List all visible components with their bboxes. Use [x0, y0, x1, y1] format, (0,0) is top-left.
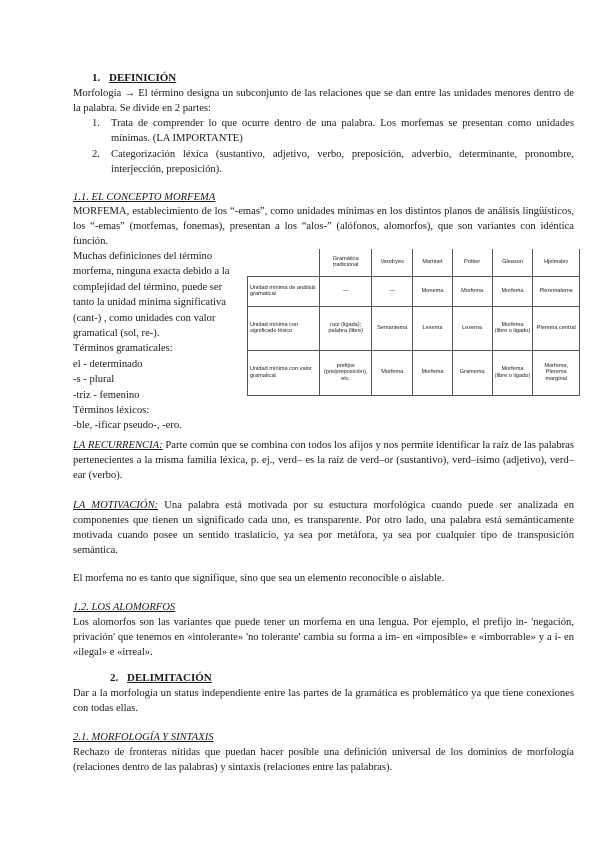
list-item [92, 147, 574, 177]
definition-line: tanto la unidad mínima significativa [73, 297, 226, 309]
section-1-intro [73, 86, 574, 116]
table-row [248, 350, 580, 395]
recurrencia-para [73, 438, 574, 483]
table-cell: Pleremateme [533, 276, 580, 306]
definition-line: el - determinado [73, 358, 143, 370]
intro-text: El término designa un subconjunto de las relaciones que se dan entre las unidades menores dentro de la palabra. Se divide en 2 partes: [73, 88, 574, 114]
subsection-1-1-heading: 1.1. EL CONCEPTO MORFEMA [73, 192, 216, 203]
table-header-row [248, 249, 580, 276]
arrow-icon: → [124, 88, 136, 99]
definition-line: -s - plural [73, 374, 115, 386]
recurrencia-label: LA RECURRENCIA: [73, 440, 163, 451]
table-header: Vendryes [372, 249, 413, 276]
table-cell: Morfema [413, 350, 452, 395]
definition-line: -ble, -ificar pseudo-, -ero. [73, 420, 182, 432]
table-header: Martinet [413, 249, 452, 276]
table-cell: Monema [413, 276, 452, 306]
table-header: Pottier [452, 249, 492, 276]
table-header: Hjelmslev [533, 249, 580, 276]
table-cell: Morfema (libre o ligado) [492, 350, 533, 395]
table-cell: Pleremа central [533, 306, 580, 350]
table-row-label: Unidad mínima de análisis gramatical [248, 276, 320, 306]
section-1-number: 1. [92, 72, 101, 84]
list-item-number: 1. [92, 118, 100, 129]
motivacion-label: LA MOTIVACIÓN: [73, 500, 159, 511]
definition-line: -triz - femenino [73, 389, 140, 401]
morfema-definitions [73, 249, 243, 434]
recurrencia-text: Parte común que se combina con todos los afijos y nos permite identificar la raíz de las palabras pertenecientes a la misma familia léxica, p. ej., verd– es la raíz de verd–or (sustantivo), verd–ísimo (adjetivo), verd–ear (verbo). [73, 440, 574, 481]
subsection-2-1-para: Rechazo de fronteras nítidas que puedan hacer posible una definición universal de los dominios de morfología (relaciones dentro de las palabras) y sintaxis (relaciones entre las palabras). [73, 747, 574, 773]
subsection-1-2-heading: 1.2. LOS ALOMORFOS [73, 602, 176, 613]
subsection-2-1-heading: 2.1. MORFOLOGÍA Y SINTAXIS [73, 732, 214, 743]
subsection-1-1-para: MORFEMA, establecimiento de los “-emas”, como unidades mínimas en los distintos planos de análisis lingüísticos, los “-emas” (morfemas, fonemas), presentan a los “alos-” (alófonos, alomorfos), que son variantes con idéntica función. [73, 206, 574, 247]
table-corner [248, 249, 320, 276]
table-cell: Morfema [372, 350, 413, 395]
table-row [248, 306, 580, 350]
definition-line: morfema, ninguna exacta debido a la [73, 266, 230, 278]
table-cell: Gramema [452, 350, 492, 395]
table-cell: Lexema [413, 306, 452, 350]
table-cell: — [320, 276, 372, 306]
table-cell: raíz (ligada); palabra (libre) [320, 306, 372, 350]
intro-term: Morfología [73, 88, 122, 99]
list-item-number: 2. [92, 149, 100, 160]
table-row-label: Unidad mínima con valor gramatical [248, 350, 320, 395]
motivacion-text: Una palabra está motivada por su estuctura morfológica cuando puede ser analizada en componentes que tienen un significado cada uno, es transparente. Por otro lado, una palabra está semánticamente motivada cuando posee un sentido traslaticio, ya sea por metáfora, ya sea por cualquier tipo de transposición semántica. [73, 500, 574, 556]
table-row-label: Unidad mínima con significado léxico [248, 306, 320, 350]
list-item [92, 116, 574, 146]
table-cell: Morfema; Plerema marginal [533, 350, 580, 395]
section-1-list [92, 116, 574, 177]
definition-line: Términos léxicos: [73, 405, 150, 417]
motivacion-para [73, 498, 574, 558]
definition-line: complejidad del término, puede ser [73, 281, 223, 293]
table-cell: Lexema [452, 306, 492, 350]
table-header: Gramática tradicional [320, 249, 372, 276]
definition-line: Términos gramaticales: [73, 343, 173, 355]
morpheme-terminology-table [247, 249, 580, 396]
table-cell: Morfema [452, 276, 492, 306]
table-cell: Semantema [372, 306, 413, 350]
table-cell: — [372, 276, 413, 306]
section-1-title: DEFINICIÓN [109, 72, 177, 84]
subsection-1-2-para: Los alomorfos son las variantes que puede tener un morfema en una lengua. Por ejemplo, el prefijo in- 'negación, privación' que tenemos en «intolerante» 'no tolerante' cambia su forma a im- en «imposible» e «imborrable» y a i- en «ilegal» e «irreal». [73, 617, 574, 658]
list-item-text: Trata de comprender lo que ocurre dentro de una palabra. Los morfemas se presentan como unidades mínimas. (LA IMPORTANTE) [111, 118, 574, 144]
section-2-number: 2. [110, 672, 119, 684]
section-2-title: DELIMITACIÓN [127, 672, 212, 684]
table-header: Gleason [492, 249, 533, 276]
table-row [248, 276, 580, 306]
section-1-heading [92, 72, 176, 84]
definition-line: gramatical (sol, re-). [73, 328, 160, 340]
morfema-note: El morfema no es tanto que signifique, sino que sea un elemento reconocible o aislable. [73, 573, 445, 584]
list-item-text: Categorización léxica (sustantivo, adjetivo, verbo, preposición, adverbio, determinante, pronombre, interjección, preposición). [111, 149, 574, 175]
section-2-para: Dar a la morfología un status independiente entre las partes de la gramática es problemático ya que tiene conexiones con todas ellas. [73, 688, 574, 714]
section-2-heading [110, 672, 212, 684]
table-cell: Morfema (libre o ligado) [492, 306, 533, 350]
definition-line: (cant-) , como unidades con valor [73, 312, 216, 324]
definition-line: Muchas definiciones del término [73, 251, 213, 262]
table-cell: Morfema [492, 276, 533, 306]
table-cell: prefijos (pre/preposición), etc. [320, 350, 372, 395]
